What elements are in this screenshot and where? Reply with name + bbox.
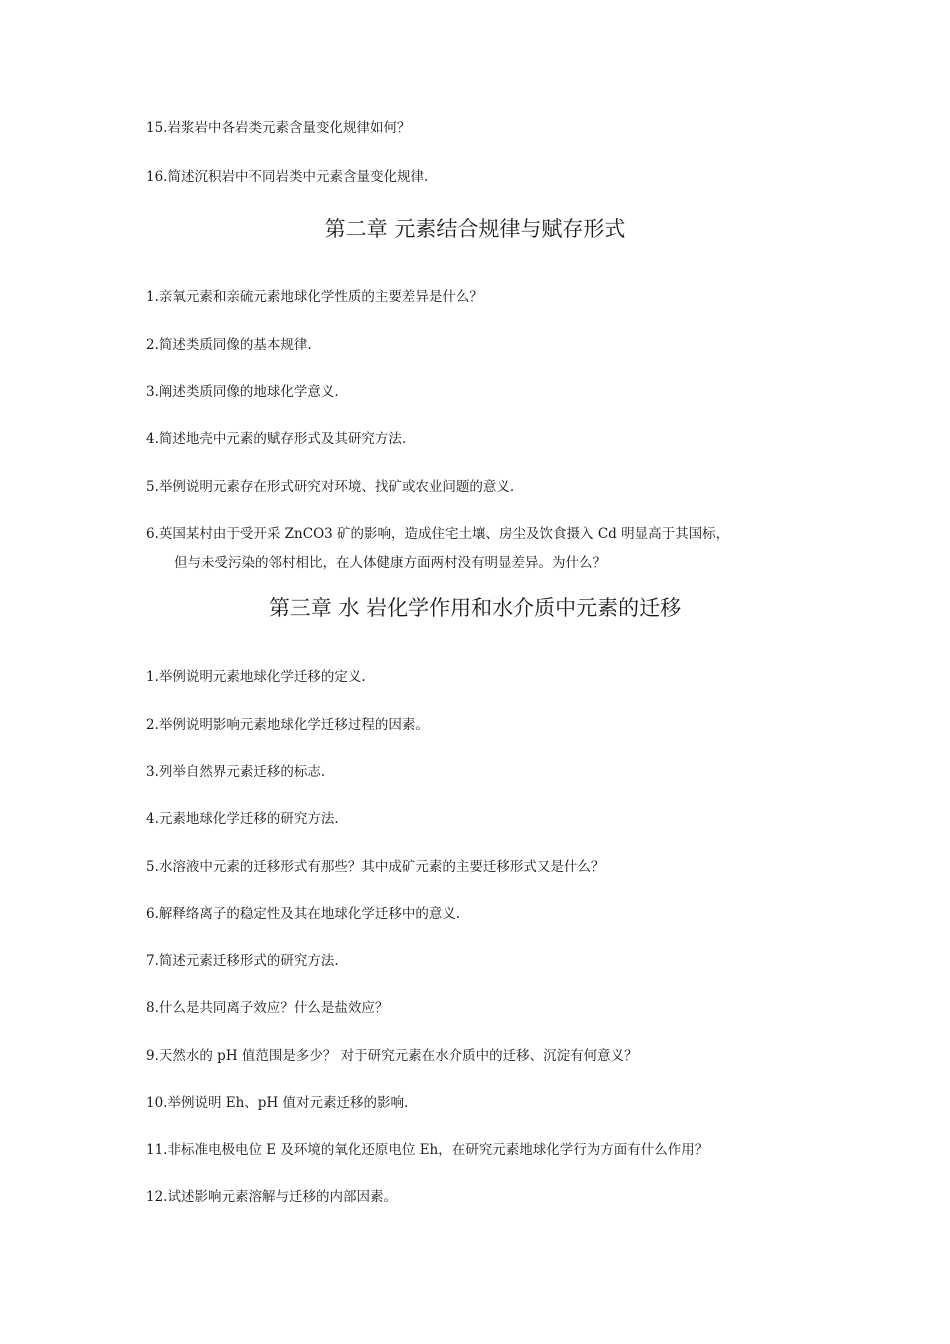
chapter-3-title: 第三章 水 岩化学作用和水介质中元素的迁移 (268, 596, 682, 620)
ch2-question-6-line-2: 但与未受污染的邻村相比，在人体健康方面两村没有明显差异。为什么？ (174, 555, 606, 571)
chapter-2-title: 第二章 元素结合规律与赋存形式 (324, 217, 626, 241)
ch3-question-6: 6.解释络离子的稳定性及其在地球化学迁移中的意义. (146, 906, 461, 922)
ch3-question-1: 1.举例说明元素地球化学迁移的定义. (146, 669, 366, 685)
ch3-question-2: 2.举例说明影响元素地球化学迁移过程的因素。 (146, 717, 429, 733)
ch3-question-4: 4.元素地球化学迁移的研究方法. (146, 811, 339, 827)
ch3-question-3: 3.列举自然界元素迁移的标志. (146, 764, 326, 780)
ch2-question-3: 3.阐述类质同像的地球化学意义. (146, 384, 339, 400)
ch3-question-11: 11.非标准电极电位 E 及环境的氧化还原电位 Eh，在研究元素地球化学行为方面有什么作用？ (146, 1142, 709, 1158)
ch2-question-4: 4.简述地壳中元素的赋存形式及其研究方法. (146, 431, 407, 447)
ch3-question-5: 5.水溶液中元素的迁移形式有那些？其中成矿元素的主要迁移形式又是什么？ (146, 859, 605, 875)
ch3-question-9: 9.天然水的 pH 值范围是多少？ 对于研究元素在水介质中的迁移、沉淀有何意义？ (146, 1048, 638, 1064)
ch2-question-6-line-1: 6.英国某村由于受开采 ZnCO3 矿的影响，造成住宅土壤、房尘及饮食摄入 Cd 明显高于其国标， (146, 526, 730, 542)
ch2-question-5: 5.举例说明元素存在形式研究对环境、找矿或农业问题的意义. (146, 479, 515, 495)
ch3-question-8: 8.什么是共同离子效应？什么是盐效应？ (146, 1000, 389, 1016)
ch3-question-12: 12.试述影响元素溶解与迁移的内部因素。 (146, 1189, 397, 1205)
ch2-question-1: 1.亲氧元素和亲硫元素地球化学性质的主要差异是什么？ (146, 289, 483, 305)
question-16: 16.简述沉积岩中不同岩类中元素含量变化规律. (146, 169, 429, 185)
ch2-question-2: 2.简述类质同像的基本规律. (146, 337, 312, 353)
ch2-question-6 (146, 525, 729, 572)
ch3-question-7: 7.简述元素迁移形式的研究方法. (146, 953, 339, 969)
ch3-question-10: 10.举例说明 Eh、pH 值对元素迁移的影响. (146, 1095, 409, 1111)
question-15: 15.岩浆岩中各岩类元素含量变化规律如何？ (146, 120, 411, 136)
